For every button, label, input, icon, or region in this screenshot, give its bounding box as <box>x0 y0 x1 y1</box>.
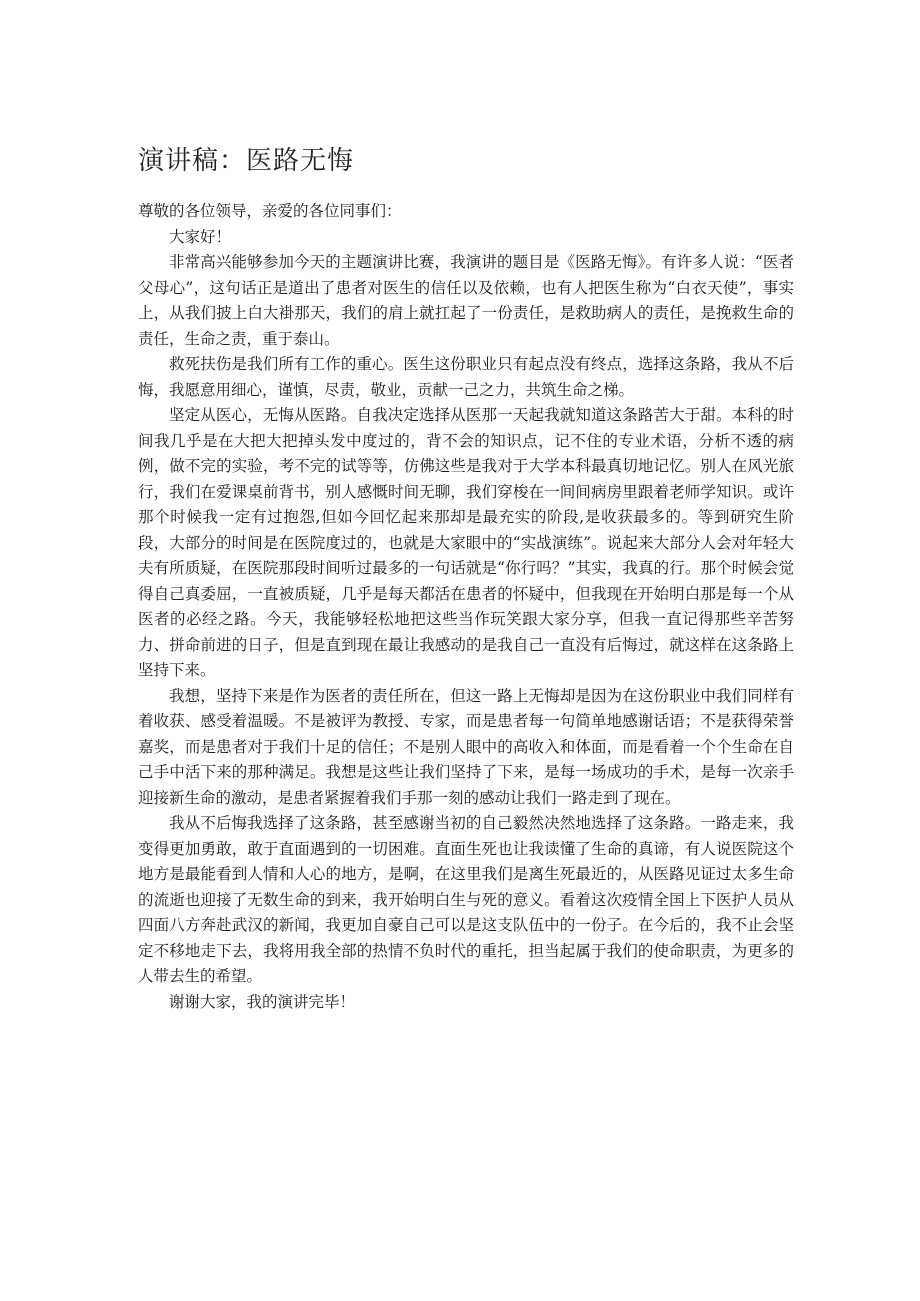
page-title: 演讲稿：医路无悔 <box>138 146 355 176</box>
paragraph-intro: 非常高兴能够参加今天的主题演讲比赛，我演讲的题目是《医路无悔》。有许多人说：“医者父母心”，这句话正是道出了患者对医生的信任以及依赖，也有人把医生称为“白衣天使”，事实上，从我们披上白大褂那天，我们的肩上就扛起了一份责任，是救助病人的责任，是挽救生命的责任，生命之责，重于泰山。 <box>138 253 794 348</box>
paragraph-no-regrets: 我从不后悔我选择了这条路，甚至感谢当初的自己毅然决然地选择了这条路。一路走来，我变得更加勇敢，敢于直面遇到的一切困难。直面生死也让我读懂了生命的真谛，有人说医院这个地方是最能看到人情和人心的地方，是啊，在这里我们是离生死最近的，从医路见证过太多生命的流逝也迎接了无数生命的到来，我开始明白生与死的意义。看着这次疫情全国上下医护人员从四面八方奔赴武汉的新闻，我更加自豪自己可以是这支队伍中的一份子。在今后的，我不止会坚定不移地走下去，我将用我全部的热情不负时代的重托，担当起属于我们的使命职责，为更多的人带去生的希望。 <box>138 814 794 985</box>
paragraph-closing: 谢谢大家，我的演讲完毕！ <box>169 992 356 1011</box>
paragraph-perseverance: 坚定从医心，无悔从医路。自我决定选择从医那一天起我就知道这条路苦大于甜。本科的时间我几乎是在大把大把掉头发中度过的，背不会的知识点，记不住的专业术语，分析不透的病例，做不完的实验，考不完的试等等，仿佛这些是我对于大学本科最真切地记忆。别人在风光旅行，我们在爱课桌前背书，别人感慨时间无聊，我们穿梭在一间间病房里跟着老师学知识。或许那个时候我一定有过抱怨,但如今回忆起来那却是最充实的阶段,是收获最多的。等到研究生阶段，大部分的时间是在医院度过的，也就是大家眼中的“实战演练”。说起来大部分人会对年轻大夫有所质疑，在医院那段时间听过最多的一句话就是“你行吗？”其实，我真的行。那个时候会觉得自己真委屈，一直被质疑，几乎是每天都活在患者的怀疑中，但我现在开始明白那是每一个从医者的必经之路。今天，我能够轻松地把这些当作玩笑跟大家分享，但我一直记得那些辛苦努力、拼命前进的日子，但是直到现在最让我感动的是我自己一直没有后悔过，就这样在这条路上坚持下来。 <box>138 406 794 679</box>
paragraph-rewards: 我想，坚持下来是作为医者的责任所在，但这一路上无悔却是因为在这份职业中我们同样有着收获、感受着温暖。不是被评为教授、专家，而是患者每一句简单地感谢话语；不是获得荣誉嘉奖，而是患者对于我们十足的信任；不是别人眼中的高收入和体面，而是看着一个个生命在自己手中活下来的那种满足。我想是这些让我们坚持了下来，是每一场成功的手术，是每一次亲手迎接新生命的激动，是患者紧握着我们手那一刻的感动让我们一路走到了现在。 <box>138 686 794 807</box>
paragraph-greeting: 大家好！ <box>169 227 232 246</box>
paragraph-mission: 救死扶伤是我们所有工作的重心。医生这份职业只有起点没有终点，选择这条路，我从不后悔，我愿意用细心，谨慎，尽责，敬业，贡献一己之力，共筑生命之梯。 <box>138 355 794 399</box>
salutation: 尊敬的各位领导，亲爱的各位同事们： <box>138 202 402 220</box>
speech-body <box>138 199 794 1015</box>
